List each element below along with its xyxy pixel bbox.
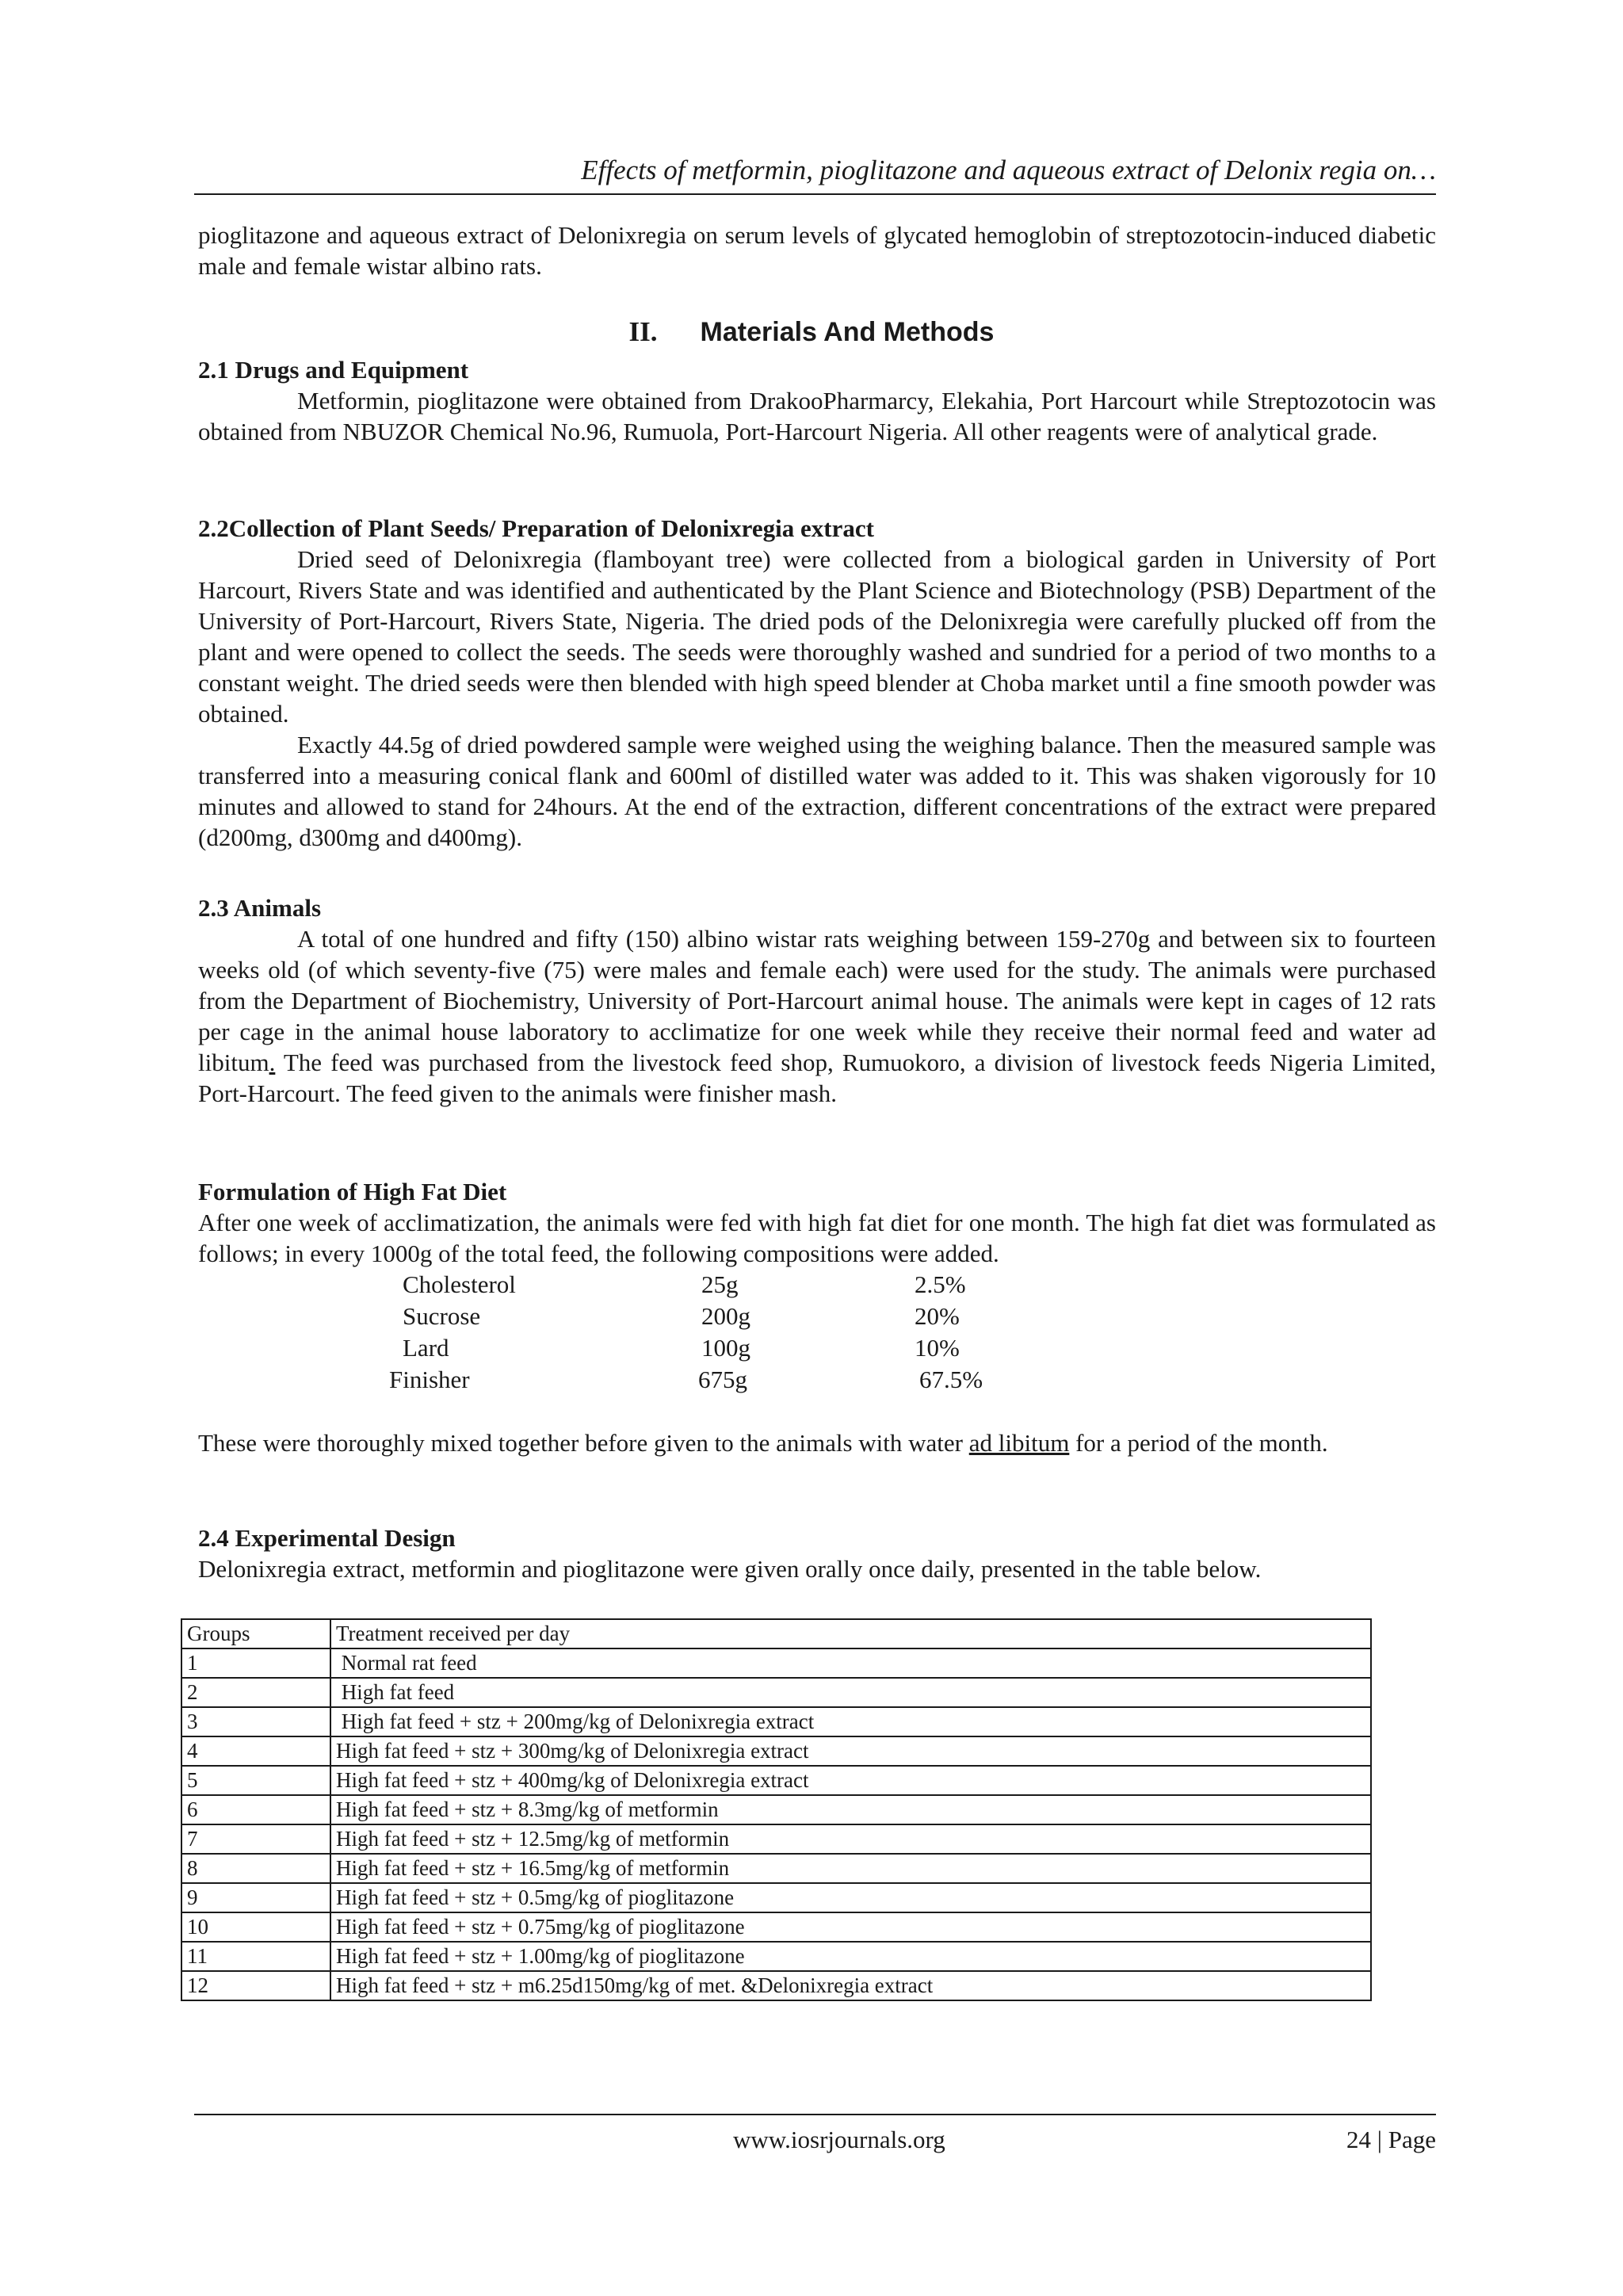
after-text-b: for a period of the month. (1069, 1429, 1328, 1457)
table-row (181, 1707, 1371, 1736)
treatment-cell: High fat feed (330, 1678, 1371, 1707)
table-header-cell: Treatment received per day (330, 1619, 1371, 1648)
section-heading (0, 314, 1623, 350)
composition-amount: 25g (701, 1270, 739, 1298)
section-title: Materials And Methods (700, 317, 995, 347)
table-row (181, 1795, 1371, 1824)
group-cell: 4 (181, 1736, 330, 1766)
section-number: II. (628, 316, 658, 347)
composition-percent: 20% (915, 1302, 960, 1330)
composition-name: Sucrose (403, 1302, 481, 1330)
after-text-a: These were thoroughly mixed together before given to the animals with water (198, 1429, 969, 1457)
design-heading: 2.4 Experimental Design (198, 1524, 456, 1552)
animals-paragraph-a: A total of one hundred and fifty (150) albino wistar rats weighing between 159-270g and between six to fourteen weeks old (of which seventy-five (75) were males and female each) were used for the study. The animals were purchased from the Department of Biochemistry, University of Port-Harcourt animal house. The animals were kept in cages of 12 rats per cage in the animal house laboratory to acclimatize for one week while they receive their normal feed and water ad libitum (198, 925, 1436, 1076)
composition-name: Cholesterol (403, 1270, 516, 1298)
treatment-cell: High fat feed + stz + 400mg/kg of Delonixregia extract (330, 1766, 1371, 1795)
treatment-cell: High fat feed + stz + 200mg/kg of Delonixregia extract (330, 1707, 1371, 1736)
high-fat-diet-after (198, 1427, 1436, 1458)
group-cell: 1 (181, 1648, 330, 1678)
table-row (181, 1824, 1371, 1854)
collection-heading: 2.2Collection of Plant Seeds/ Preparation of Delonixregia extract (198, 514, 874, 542)
table-header-cell: Groups (181, 1619, 330, 1648)
treatment-cell: High fat feed + stz + 8.3mg/kg of metformin (330, 1795, 1371, 1824)
high-fat-diet-heading: Formulation of High Fat Diet (198, 1178, 507, 1205)
footer-rule (194, 2114, 1436, 2115)
composition-percent: 2.5% (915, 1270, 966, 1298)
composition-percent: 10% (915, 1334, 960, 1362)
table-header-row (181, 1619, 1371, 1648)
footer-url[interactable]: www.iosrjournals.org (733, 2126, 945, 2153)
table-row (181, 1883, 1371, 1912)
treatment-cell: High fat feed + stz + m6.25d150mg/kg of met. &Delonixregia extract (330, 1971, 1371, 2000)
treatment-cell: High fat feed + stz + 12.5mg/kg of metformin (330, 1824, 1371, 1854)
table-row (181, 1766, 1371, 1795)
table-row (181, 1736, 1371, 1766)
group-cell: 11 (181, 1942, 330, 1971)
treatment-cell: High fat feed + stz + 1.00mg/kg of pioglitazone (330, 1942, 1371, 1971)
table-row (181, 1912, 1371, 1942)
treatment-cell: High fat feed + stz + 0.5mg/kg of pioglitazone (330, 1883, 1371, 1912)
collection-paragraph-1: Dried seed of Delonixregia (flamboyant tree) were collected from a biological garden in University of Port Harcourt, Rivers State and was identified and authenticated by the Plant Science and Biotechnology (PSB) Department of the University of Port-Harcourt, Rivers State, Nigeria. The dried pods of the Delonixregia were carefully plucked off from the plant and were opened to collect the seeds. The seeds were thoroughly washed and sundried for a period of two months to a constant weight. The dried seeds were then blended with high speed blender at Choba market until a fine smooth powder was obtained. (198, 545, 1436, 728)
treatment-cell: High fat feed + stz + 300mg/kg of Delonixregia extract (330, 1736, 1371, 1766)
animals-paragraph-b: The feed was purchased from the livestock feed shop, Rumuokoro, a division of livestock feeds Nigeria Limited, Port-Harcourt. The feed given to the animals were finisher mash. (198, 1049, 1436, 1107)
high-fat-diet-paragraph: After one week of acclimatization, the animals were fed with high fat diet for one month. The high fat diet was formulated as follows; in every 1000g of the total feed, the following compositions were added. (198, 1209, 1436, 1267)
table-row (181, 1942, 1371, 1971)
animals-paragraph (198, 923, 1436, 1109)
treatment-cell: Normal rat feed (330, 1648, 1371, 1678)
footer-page-number: 24 | Page (1346, 2126, 1436, 2153)
group-cell: 2 (181, 1678, 330, 1707)
treatment-cell: High fat feed + stz + 16.5mg/kg of metformin (330, 1854, 1371, 1883)
group-cell: 6 (181, 1795, 330, 1824)
composition-percent: 67.5% (919, 1366, 983, 1393)
composition-amount: 675g (698, 1366, 747, 1393)
experimental-design-table (181, 1618, 1372, 2001)
group-cell: 12 (181, 1971, 330, 2000)
composition-name: Finisher (389, 1366, 470, 1393)
table-row (181, 1648, 1371, 1678)
after-text-underlined: ad libitum (968, 1429, 1070, 1457)
running-header-title: Effects of metformin, pioglitazone and aqueous extract of Delonix regia on… (581, 155, 1436, 185)
group-cell: 5 (181, 1766, 330, 1795)
drugs-paragraph: Metformin, pioglitazone were obtained from DrakooPharmarcy, Elekahia, Port Harcourt while Streptozotocin was obtained from NBUZOR Chemical No.96, Rumuola, Port-Harcourt Nigeria. All other reagents were of analytical grade. (198, 387, 1436, 445)
group-cell: 10 (181, 1912, 330, 1942)
header-rule (194, 193, 1436, 195)
composition-name: Lard (403, 1334, 449, 1362)
drugs-heading: 2.1 Drugs and Equipment (198, 356, 469, 384)
group-cell: 7 (181, 1824, 330, 1854)
animals-paragraph-dot: . (269, 1049, 276, 1076)
table-row (181, 1854, 1371, 1883)
intro-paragraph: pioglitazone and aqueous extract of Delonixregia on serum levels of glycated hemoglobin of streptozotocin-induced diabetic male and female wistar albino rats. (198, 221, 1436, 280)
composition-amount: 100g (701, 1334, 750, 1362)
table-row (181, 1678, 1371, 1707)
group-cell: 8 (181, 1854, 330, 1883)
treatment-cell: High fat feed + stz + 0.75mg/kg of pioglitazone (330, 1912, 1371, 1942)
collection-paragraph-2: Exactly 44.5g of dried powdered sample were weighed using the weighing balance. Then the measured sample was transferred into a measuring conical flank and 600ml of distilled water was added to it. This was shaken vigorously for 10 minutes and allowed to stand for 24hours. At the end of the extraction, different concentrations of the extract were prepared (d200mg, d300mg and d400mg). (198, 731, 1436, 851)
animals-heading: 2.3 Animals (198, 894, 322, 922)
design-paragraph: Delonixregia extract, metformin and pioglitazone were given orally once daily, presented in the table below. (198, 1555, 1262, 1583)
group-cell: 3 (181, 1707, 330, 1736)
table-row (181, 1971, 1371, 2000)
composition-amount: 200g (701, 1302, 750, 1330)
group-cell: 9 (181, 1883, 330, 1912)
